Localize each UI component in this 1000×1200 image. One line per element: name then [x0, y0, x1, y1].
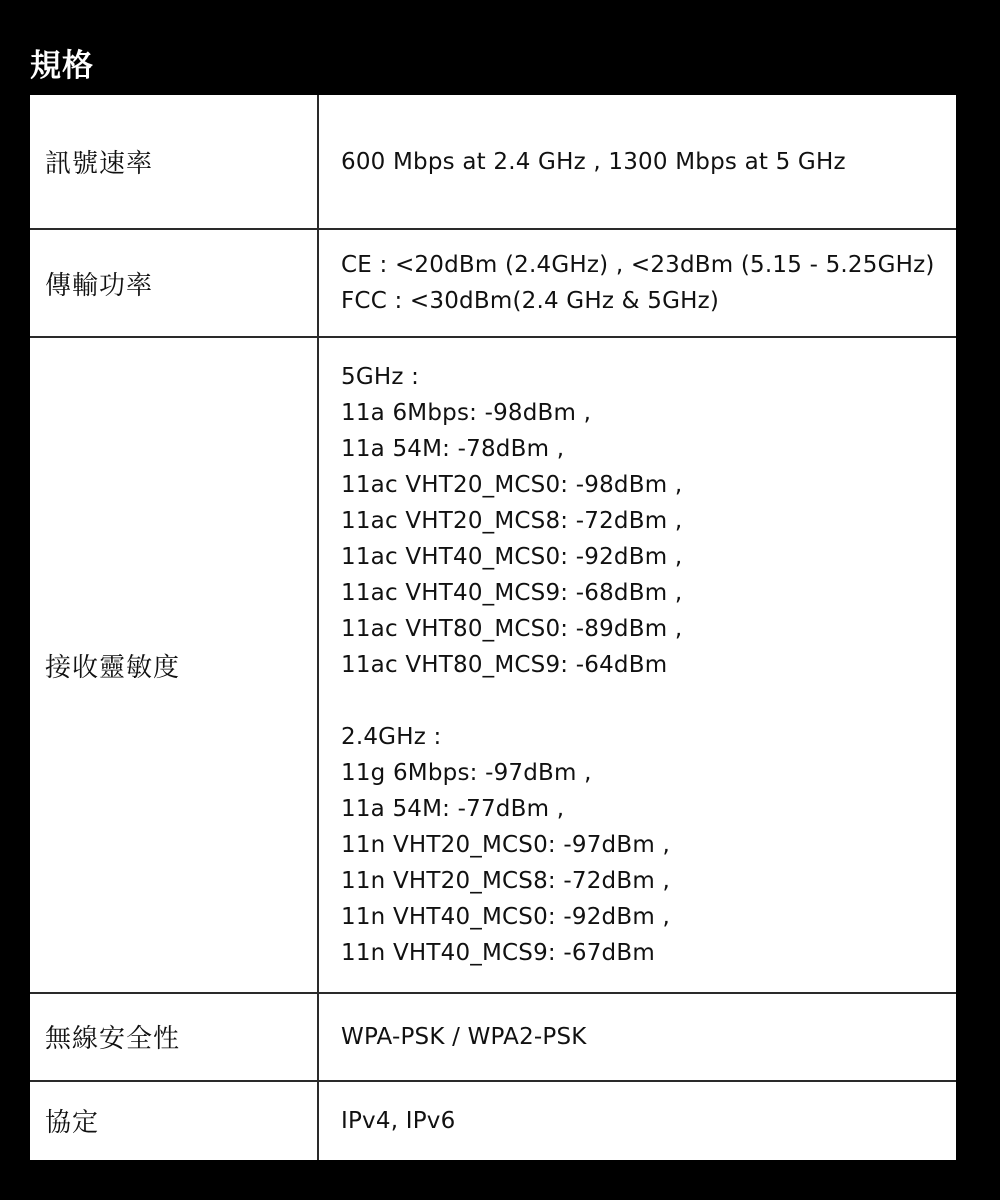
value-line: IPv4, IPv6 [341, 1107, 456, 1134]
value-line: 11ac VHT20_MCS8: -72dBm , [341, 508, 683, 535]
row-label: 協定 [30, 1081, 318, 1160]
group-header-24ghz: 2.4GHz : [341, 724, 442, 751]
value-line: 11a 6Mbps: -98dBm , [341, 400, 592, 427]
table-row-signal-rate [30, 95, 956, 229]
spec-table [30, 95, 956, 1160]
row-value [318, 229, 956, 337]
value-line: WPA-PSK / WPA2-PSK [341, 1023, 587, 1050]
group-header-5ghz: 5GHz : [341, 364, 420, 391]
row-label: 接收靈敏度 [30, 337, 318, 992]
row-value [318, 1081, 956, 1160]
row-value [318, 95, 956, 229]
value-line: 11n VHT20_MCS0: -97dBm , [341, 832, 670, 859]
row-value [318, 993, 956, 1081]
row-label: 無線安全性 [30, 993, 318, 1081]
table-row-wireless-security [30, 993, 956, 1081]
value-line: 11a 54M: -78dBm , [341, 436, 565, 463]
value-line: 11ac VHT40_MCS9: -68dBm , [341, 580, 683, 607]
row-label: 訊號速率 [30, 95, 318, 229]
value-line: 11n VHT40_MCS0: -92dBm , [341, 904, 670, 931]
page-title: 規格 [30, 48, 94, 84]
table-row-transmit-power [30, 229, 956, 337]
table-row-protocol [30, 1081, 956, 1160]
value-line: 11a 54M: -77dBm , [341, 796, 565, 823]
value-line: 11g 6Mbps: -97dBm , [341, 760, 592, 787]
row-value [318, 337, 956, 992]
value-line: 11ac VHT80_MCS9: -64dBm [341, 652, 668, 679]
value-line: 11ac VHT20_MCS0: -98dBm , [341, 472, 683, 499]
value-line: 11n VHT20_MCS8: -72dBm , [341, 868, 670, 895]
value-line: 11ac VHT80_MCS0: -89dBm , [341, 616, 683, 643]
table-row-receive-sensitivity [30, 337, 956, 992]
value-line: 11ac VHT40_MCS0: -92dBm , [341, 544, 683, 571]
spacer [341, 683, 956, 719]
value-line: 600 Mbps at 2.4 GHz , 1300 Mbps at 5 GHz [341, 148, 846, 175]
value-line: CE : <20dBm (2.4GHz) , <23dBm (5.15 - 5.25GHz) [341, 252, 935, 279]
row-label: 傳輸功率 [30, 229, 318, 337]
value-line: FCC : <30dBm(2.4 GHz & 5GHz) [341, 288, 720, 315]
value-line: 11n VHT40_MCS9: -67dBm [341, 940, 655, 967]
